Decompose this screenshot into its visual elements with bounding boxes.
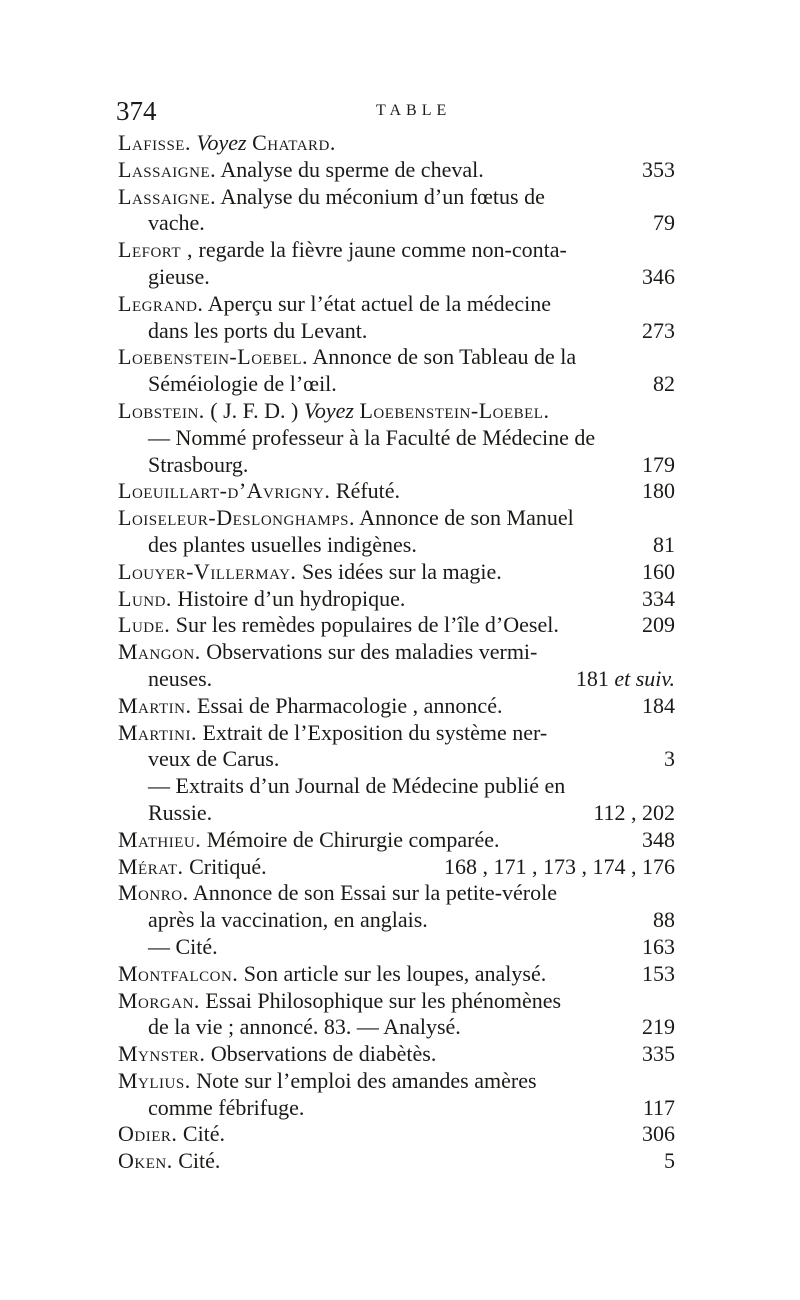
index-continuation-line: [118, 264, 675, 291]
index-entry: [118, 478, 675, 505]
page-number-value: 160: [642, 558, 675, 584]
entry-text: Annonce de son Tableau de la: [312, 344, 577, 370]
entry-name: Legrand.: [118, 290, 204, 316]
cross-reference-name: Loebenstein-Loebel.: [359, 397, 550, 423]
page-number-value: 209: [642, 612, 675, 638]
entry-name: Loeuillart-d’Avrigny.: [118, 478, 331, 504]
index-continuation-line: [118, 371, 675, 398]
entry-text: dans les ports du Levant.: [148, 317, 368, 343]
entry-text: Cité.: [178, 1148, 221, 1174]
page-number-value: 180: [642, 478, 675, 504]
entry-name: Mangon.: [118, 639, 201, 665]
page-reference: [642, 693, 675, 720]
page-reference: [593, 800, 675, 827]
index-entry: [118, 1121, 675, 1148]
entry-text: Russie.: [148, 799, 213, 825]
entry-text: Observations de diabètès.: [210, 1041, 437, 1067]
entry-text: Critiqué.: [189, 853, 267, 879]
page-note: et suiv.: [614, 665, 675, 691]
page-number-value: 5: [664, 1148, 675, 1174]
entry-text: Séméiologie de l’œil.: [148, 371, 337, 397]
entry-name: Mathieu.: [118, 826, 202, 852]
page-reference: [653, 532, 675, 559]
page-number-value: 112 , 202: [593, 799, 675, 825]
page-number-value: 184: [642, 692, 675, 718]
page-number-value: 334: [642, 585, 675, 611]
entry-text: vache.: [148, 210, 205, 236]
entry-text: — Extraits d’un Journal de Médecine publié en: [148, 773, 566, 799]
index-continuation-line: [118, 746, 675, 773]
entry-text: de la vie ; annoncé. 83. — Analysé.: [148, 1014, 461, 1040]
entry-name: Martin.: [118, 692, 192, 718]
entry-name: Morgan.: [118, 987, 200, 1013]
entry-text: neuses.: [148, 665, 213, 691]
index-entry: [118, 157, 675, 184]
page-reference: [642, 612, 675, 639]
index-entry: [118, 639, 675, 666]
entry-text: — Nommé professeur à la Faculté de Médecine de: [148, 424, 596, 450]
index-continuation-line: [118, 666, 675, 693]
page-reference: [642, 934, 675, 961]
running-title: TABLE: [376, 102, 452, 119]
index-entries: [118, 130, 675, 1175]
entry-text: Mémoire de Chirurgie comparée.: [206, 826, 500, 852]
index-entry: [118, 586, 675, 613]
entry-text: Analyse du méconium d’un fœtus de: [220, 183, 545, 209]
cross-reference-label: Voyez: [303, 397, 354, 423]
entry-text: Essai Philosophique sur les phénomènes: [205, 987, 562, 1013]
entry-text: Son article sur les loupes, analysé.: [243, 960, 547, 986]
page-reference: [576, 666, 675, 693]
index-entry: [118, 988, 675, 1015]
entry-name: Odier.: [118, 1121, 178, 1147]
page-number-value: 346: [642, 263, 675, 289]
entry-name: Mérat.: [118, 853, 184, 879]
page-number-value: 88: [653, 907, 675, 933]
page-reference: [642, 157, 675, 184]
page-reference: [664, 1148, 675, 1175]
cross-reference-label: Voyez: [196, 130, 247, 155]
index-continuation-line: [118, 1095, 675, 1122]
page-header: [0, 96, 800, 132]
index-continuation-line: [118, 425, 675, 452]
entry-text: regarde la fièvre jaune comme non-conta-: [198, 237, 567, 263]
page-number-value: 179: [642, 451, 675, 477]
entry-name: Martini.: [118, 719, 197, 745]
index-continuation-line: [118, 318, 675, 345]
page-reference: [653, 210, 675, 237]
entry-text: Annonce de son Essai sur la petite-vérole: [192, 880, 557, 906]
entry-name: Lude.: [118, 612, 171, 638]
page-number-value: 273: [642, 317, 675, 343]
entry-text: — Cité.: [148, 933, 218, 959]
entry-name: Lafisse.: [118, 130, 191, 155]
page-number-value: 117: [642, 1094, 675, 1120]
index-entry: [118, 184, 675, 211]
page-reference: [642, 1014, 675, 1041]
index-entry: [118, 398, 675, 425]
page-number-value: 168 , 171 , 173 , 174 , 176: [444, 853, 675, 879]
entry-name: Lefort ,: [118, 237, 194, 263]
index-continuation-line: [118, 800, 675, 827]
entry-name: Loebenstein-Loebel.: [118, 344, 309, 370]
page-number-value: 181: [575, 665, 609, 691]
index-continuation-line: [118, 773, 675, 800]
page-reference: [642, 264, 675, 291]
entry-name: Lund.: [118, 585, 172, 611]
entry-name: Oken.: [118, 1148, 173, 1174]
page-number-value: 348: [642, 826, 675, 852]
entry-text: Essai de Pharmacologie , annoncé.: [197, 692, 503, 718]
entry-text: Analyse du sperme de cheval.: [220, 156, 484, 182]
entry-text: comme fébrifuge.: [148, 1094, 305, 1120]
entry-text: Ses idées sur la magie.: [301, 558, 502, 584]
entry-name: Monro.: [118, 880, 189, 906]
index-entry: [118, 344, 675, 371]
page-number-value: 81: [653, 531, 675, 557]
page-number-value: 306: [642, 1121, 675, 1147]
page-reference: [653, 907, 675, 934]
index-continuation-line: [118, 1014, 675, 1041]
index-entry: [118, 291, 675, 318]
page-reference: [642, 1121, 675, 1148]
entry-text: Extrait de l’Exposition du système ner-: [202, 719, 548, 745]
page-reference: [642, 1041, 675, 1068]
entry-name: Mynster.: [118, 1041, 206, 1067]
page-number-value: 79: [653, 210, 675, 236]
entry-text: Strasbourg.: [148, 451, 249, 477]
entry-text: Cité.: [182, 1121, 226, 1147]
entry-text: ( J. F. D. ): [210, 397, 299, 423]
entry-name: Louyer-Villermay.: [118, 558, 297, 584]
entry-text: Réfuté.: [335, 478, 401, 504]
page-reference: [653, 371, 675, 398]
entry-name: Lassaigne.: [118, 183, 217, 209]
page-number-value: 335: [642, 1041, 675, 1067]
entry-text: Sur les remèdes populaires de l’île d’Oesel.: [175, 612, 559, 638]
page-reference: [642, 961, 675, 988]
page-number-value: 82: [653, 371, 675, 397]
index-entry: [118, 612, 675, 639]
page-reference: [642, 452, 675, 479]
entry-text: des plantes usuelles indigènes.: [148, 531, 417, 557]
index-continuation-line: [118, 907, 675, 934]
page-number: 374: [116, 96, 157, 126]
index-entry: [118, 505, 675, 532]
entry-text: Histoire d’un hydropique.: [177, 585, 406, 611]
entry-text: veux de Carus.: [148, 746, 280, 772]
index-entry: [118, 1148, 675, 1175]
entry-text: Annonce de son Manuel: [359, 505, 574, 531]
page-number-value: 153: [642, 960, 675, 986]
index-continuation-line: [118, 532, 675, 559]
index-entry: [118, 237, 675, 264]
page-number-value: 219: [642, 1014, 675, 1040]
index-entry: [118, 854, 675, 881]
cross-reference-name: Chatard.: [252, 130, 336, 155]
index-entry: [118, 559, 675, 586]
entry-name: Lassaigne.: [118, 156, 217, 182]
page-reference: [643, 1095, 675, 1122]
entry-name: Lobstein.: [118, 397, 205, 423]
index-entry: [118, 961, 675, 988]
page-reference: [642, 559, 675, 586]
page-reference: [642, 478, 675, 505]
index-entry: [118, 693, 675, 720]
index-entry: [118, 880, 675, 907]
page-reference: [642, 586, 675, 613]
entry-name: Montfalcon.: [118, 960, 239, 986]
page-reference: [642, 318, 675, 345]
page-reference: [444, 854, 675, 881]
index-entry: [118, 720, 675, 747]
index-entry: [118, 827, 675, 854]
index-continuation-line: [118, 210, 675, 237]
page-reference: [642, 827, 675, 854]
index-continuation-line: [118, 452, 675, 479]
page-number-value: 3: [664, 746, 675, 772]
entry-text: après la vaccination, en anglais.: [148, 907, 428, 933]
entry-text: Note sur l’emploi des amandes amères: [196, 1067, 537, 1093]
index-entry: [118, 130, 675, 157]
index-continuation-line: [118, 934, 675, 961]
page-number-value: 353: [642, 156, 675, 182]
entry-name: Loiseleur-Deslonghamps.: [118, 505, 355, 531]
entry-name: Mylius.: [118, 1067, 191, 1093]
index-entry: [118, 1068, 675, 1095]
entry-text: gieuse.: [148, 263, 210, 289]
entry-text: Aperçu sur l’état actuel de la médecine: [207, 290, 552, 316]
index-entry: [118, 1041, 675, 1068]
entry-text: Observations sur des maladies vermi-: [206, 639, 538, 665]
page-reference: [664, 746, 675, 773]
page-number-value: 163: [642, 933, 675, 959]
